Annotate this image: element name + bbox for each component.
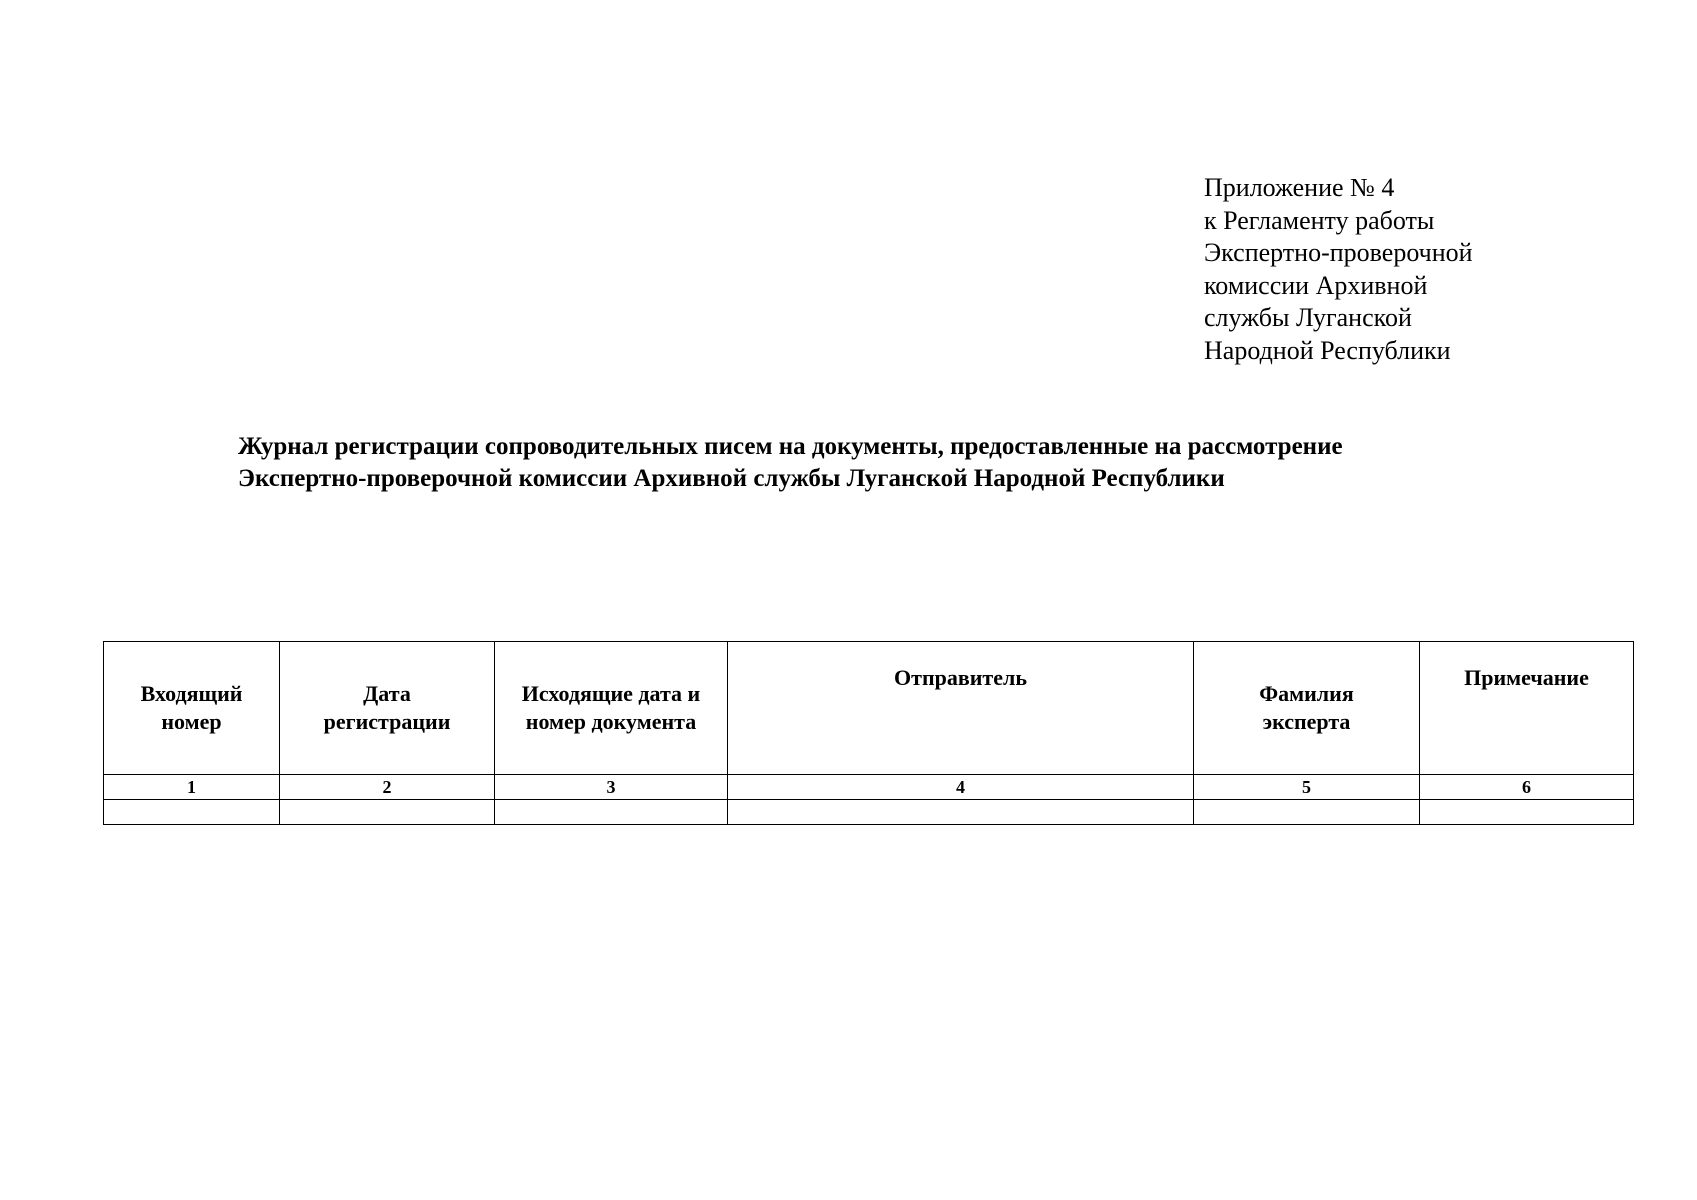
- header-text: эксперта: [1262, 709, 1351, 734]
- table-cell: [104, 800, 280, 825]
- document-title: [238, 431, 1343, 495]
- header-registration-date: [280, 642, 495, 775]
- registration-journal-table: [103, 641, 1634, 825]
- table-cell: [1420, 800, 1634, 825]
- table-cell: [280, 800, 495, 825]
- column-number-row: [104, 775, 1634, 800]
- appendix-block: [1204, 172, 1473, 367]
- table-cell: [1194, 800, 1420, 825]
- column-number: 1: [104, 775, 280, 800]
- title-line-2: Экспертно-проверочной комиссии Архивной службы Луганской Народной Республики: [238, 465, 1225, 492]
- header-sender: [728, 642, 1194, 775]
- header-text: регистрации: [323, 709, 451, 734]
- title-line-1: Журнал регистрации сопроводительных писем на документы, предоставленные на рассмотрение: [238, 433, 1343, 460]
- header-text: номер документа: [525, 709, 697, 734]
- header-incoming-number: [104, 642, 280, 775]
- appendix-line: Народной Республики: [1204, 335, 1451, 365]
- column-number: 6: [1420, 775, 1634, 800]
- appendix-line: службы Луганской: [1204, 303, 1412, 332]
- header-expert-surname: [1194, 642, 1420, 775]
- column-number: 2: [280, 775, 495, 800]
- column-number: 5: [1194, 775, 1420, 800]
- header-outgoing-date-number: [495, 642, 728, 775]
- header-text: Входящий: [140, 681, 243, 706]
- appendix-line: комиссии Архивной: [1204, 270, 1428, 300]
- header-text: Фамилия: [1259, 681, 1354, 706]
- table-cell: [495, 800, 728, 825]
- appendix-line: Приложение № 4: [1204, 173, 1395, 202]
- column-number: 3: [495, 775, 728, 800]
- header-text: Отправитель: [894, 665, 1027, 690]
- table-cell: [728, 800, 1194, 825]
- appendix-line: Экспертно-проверочной: [1204, 238, 1473, 267]
- appendix-line: к Регламенту работы: [1204, 205, 1435, 235]
- header-text: Примечание: [1464, 665, 1589, 690]
- header-text: Дата: [363, 681, 411, 706]
- table-header-row: [104, 642, 1634, 775]
- column-number: 4: [728, 775, 1194, 800]
- header-text: Исходящие дата и: [521, 681, 701, 706]
- table-row: [104, 800, 1634, 825]
- header-note: [1420, 642, 1634, 775]
- header-text: номер: [161, 709, 222, 734]
